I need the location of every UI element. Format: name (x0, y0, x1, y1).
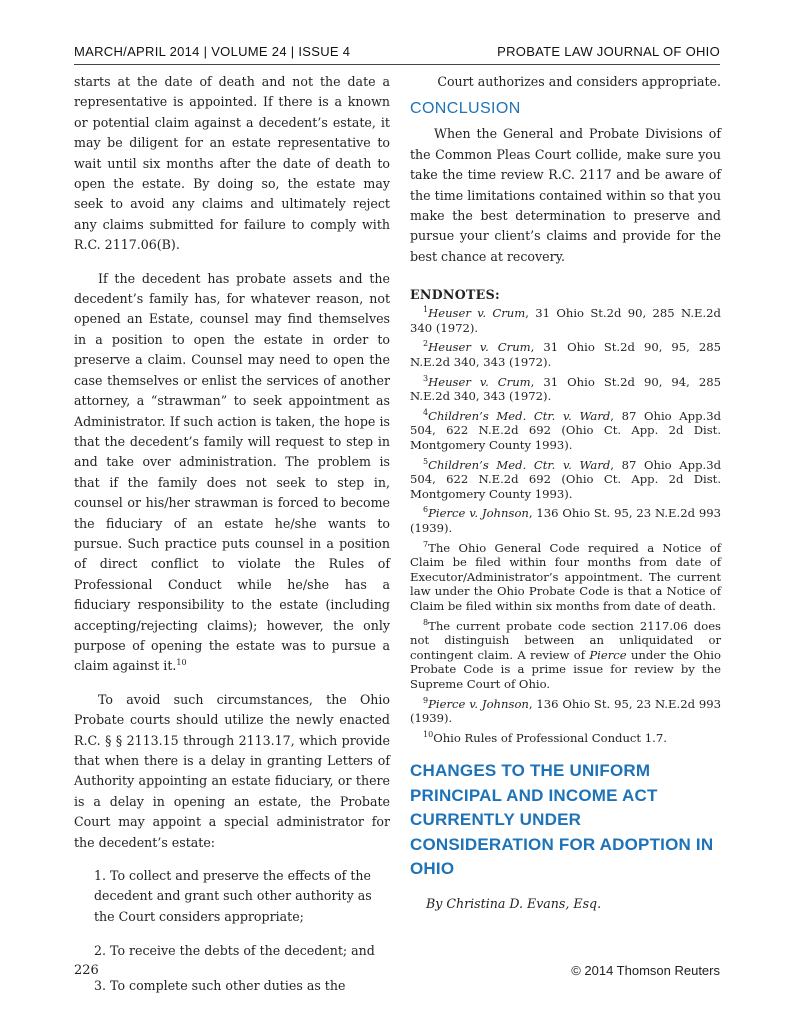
left-column (74, 72, 390, 1010)
issue-info: MARCH/APRIL 2014 | VOLUME 24 | ISSUE 4 (74, 44, 351, 59)
list-item: 3. To complete such other duties as the (94, 977, 346, 993)
endnote: $^9$Pierce v. Johnson, 136 Ohio St. 95, 23 N.E.2d 993 (1939). (410, 695, 721, 726)
paragraph-continuation: starts at the date of death and not the date a representative is appointed. If there is a known or potential claim against a decedent’s estate, it may be diligent for an estate representative to wait until six months after the date of death to open the estate. By doing so, the estate may seek to avoid any claims and ultimately reject any claims submitted for failure to comply with R.C. 2117.06(B). (74, 74, 390, 253)
journal-title: PROBATE LAW JOURNAL OF OHIO (497, 44, 720, 59)
list-item: 2. To receive the debts of the decedent; and (94, 943, 375, 959)
endnotes-list (410, 306, 721, 745)
conclusion-text: When the General and Probate Divisions of the Common Pleas Court collide, make sure you take the time review R.C. 2117 and be aware of the time limitations contained within so that you make the best determination to preserve and pursue your client’s claims and provide for the best chance at recovery. (410, 126, 721, 264)
page-footer (74, 963, 720, 983)
endnote: $^6$Pierce v. Johnson, 136 Ohio St. 95, 23 N.E.2d 993 (1939). (410, 505, 721, 535)
byline: By Christina D. Evans, Esq. (426, 895, 602, 911)
endnote: $^7$The Ohio General Code required a Notice of Claim be filed within four months from date of Executor/Administrator’s appointment. The current law under the Ohio Probate Code is that a Notice of Claim be filed within six months from date of death. (410, 539, 721, 613)
endnote: $^5$Children’s Med. Ctr. v. Ward, 87 Ohio App.3d 504, 622 N.E.2d 692 (Ohio Ct. App. 2d Dist. Montgomery County 1993). (410, 456, 722, 501)
endnote-ref: 10 (176, 658, 187, 668)
endnote: $^8$The current probate code section 2117.06 does not distinguish between an unliquidated or contingent claim. A review of Pierce under the Ohio Probate Code is a prime issue for review by the Supreme Court of Ohio. (410, 617, 721, 691)
paragraph-strawman-text: If the decedent has probate assets and the decedent’s family has, for whatever reason, not opened an Estate, counsel may find themselves in a position to open the estate in order to preserve a claim. Counsel may need to open the case themselves or enlist the services of another attorney, a “strawman” to seek appointment as Administrator. If such action is taken, the hope is that the decedent’s family will request to step in and take over administration. The problem is that if the family does not seek to step in, counsel or his/her strawman is forced to become the fiduciary of an estate he/she wants to pursue. Such practice puts counsel in a position of direct conflict to violate the Rules of Professional Conduct while he/she has a fiduciary responsibility to the estate (including accepting/rejecting claims); however, the only purpose of opening the estate was to pursue a claim against it. (74, 270, 390, 674)
endnote: $^{10}$Ohio Rules of Professional Conduct 1.7. (423, 729, 667, 745)
running-header (74, 42, 720, 65)
paragraph-strawman (74, 269, 390, 677)
paragraph-continuation: Court authorizes and considers appropriate. (437, 74, 721, 89)
paragraph-special-administrator: To avoid such circumstances, the Ohio Probate courts should utilize the newly enacted R.C. § § 2113.15 through 2113.17, which provide that when there is a delay in granting Letters of Authority appointing an estate fiduciary, or there is a delay in opening an estate, the Probate Court may appoint a special administrator for the decedent’s estate: (74, 691, 390, 850)
endnote: $^2$Heuser v. Crum, 31 Ohio St.2d 90, 95, 285 N.E.2d 340, 343 (1972). (410, 339, 721, 370)
endnotes-heading: ENDNOTES: (410, 287, 500, 303)
list-item: 1. To collect and preserve the effects of the decedent and grant such other authority as the Court considers appropriate; (94, 868, 372, 924)
right-column (410, 72, 721, 911)
copyright: © 2014 Thomson Reuters (571, 963, 720, 978)
page-number: 226 (74, 963, 99, 978)
conclusion-heading: CONCLUSION (410, 100, 521, 118)
article-title: CHANGES TO THE UNIFORM PRINCIPAL AND INCOME ACT CURRENTLY UNDER CONSIDERATION FOR ADOPTION IN OHIO (410, 761, 714, 879)
endnote: $^4$Children’s Med. Ctr. v. Ward, 87 Ohio App.3d 504, 622 N.E.2d 692 (Ohio Ct. App. 2d Dist. Montgomery County 1993). (410, 407, 722, 452)
endnote: $^1$Heuser v. Crum, 31 Ohio St.2d 90, 285 N.E.2d 340 (1972). (410, 305, 721, 335)
endnote: $^3$Heuser v. Crum, 31 Ohio St.2d 90, 94, 285 N.E.2d 340, 343 (1972). (410, 373, 721, 404)
